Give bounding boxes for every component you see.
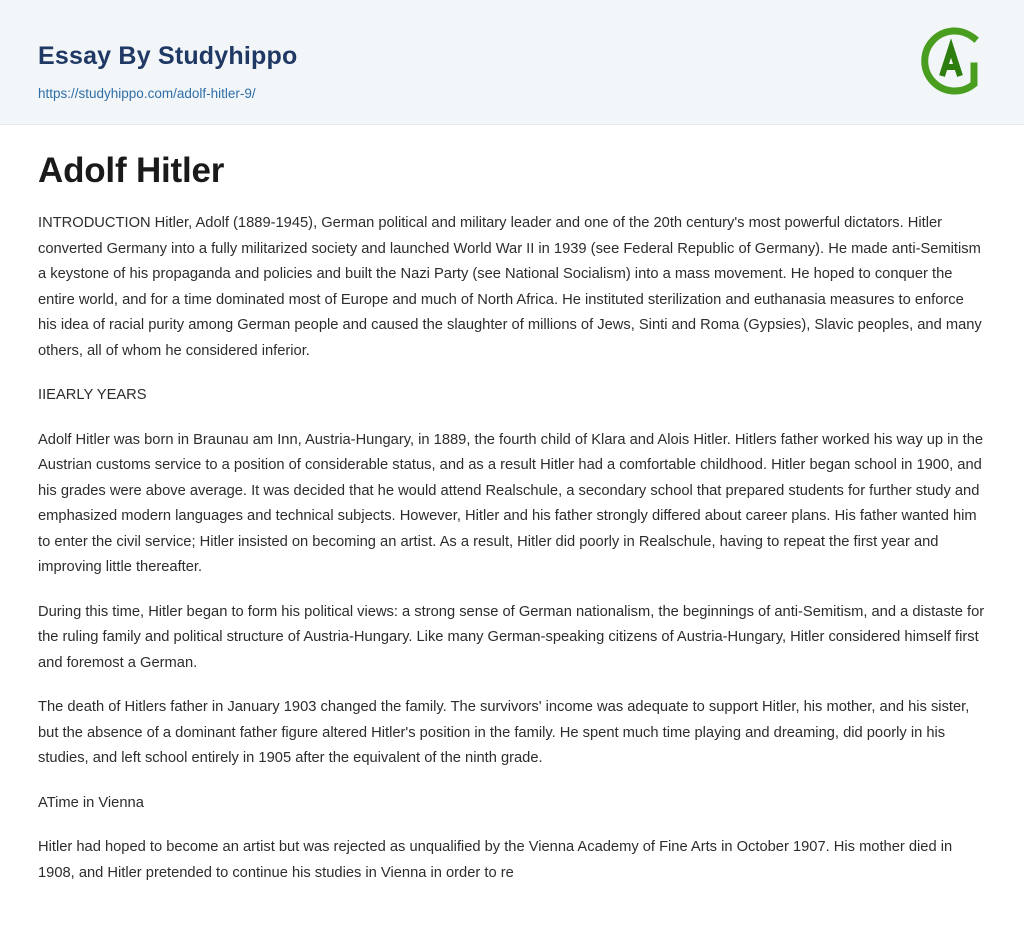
section-heading-early-years: IIEARLY YEARS — [38, 387, 147, 403]
paragraph-intro: INTRODUCTION Hitler, Adolf (1889-1945), German political and military leader and one of the 20th century's most powerful dictators. Hitler converted Germany into a fully militarized society and launched World War II in 1939 (see Federal Republic of Germany). He made anti-Semitism a keystone of his propaganda and policies and built the Nazi Party (see National Socialism) into a mass movement. He hoped to conquer the entire world, and for a time dominated most of Europe and much of North Africa. He instituted sterilization and euthanasia measures to enforce his idea of racial purity among German people and caused the slaughter of millions of Jews, Sinti and Roma (Gypsies), Slavic peoples, and many others, all of whom he considered inferior. — [38, 215, 982, 359]
page-title: Adolf Hitler — [38, 151, 225, 190]
site-url-link[interactable]: https://studyhippo.com/adolf-hitler-9/ — [38, 86, 256, 101]
studyhippo-circle-a-logo-icon — [912, 22, 990, 100]
section-heading-time-in-vienna: ATime in Vienna — [38, 794, 144, 811]
paragraph-vienna: Hitler had hoped to become an artist but was rejected as unqualified by the Vienna Academy of Fine Arts in October 1907. His mother died in 1908, and Hitler pretended to continue his studies in Vienna in order to re — [38, 839, 953, 881]
paragraph-father-death: The death of Hitlers father in January 1903 changed the family. The survivors' income was adequate to support Hitler, his mother, and his sister, but the absence of a dominant father figure altered Hitler's position in the family. He spent much time playing and dreaming, did poorly in his studies, and left school entirely in 1905 after the equivalent of the ninth grade. — [38, 699, 970, 766]
site-header — [0, 0, 1024, 125]
paragraph-political-views: During this time, Hitler began to form his political views: a strong sense of German nationalism, the beginnings of anti-Semitism, and a distaste for the ruling family and political structure of Austria-Hungary. Like many German-speaking citizens of Austria-Hungary, Hitler considered himself first and foremost a German. — [38, 603, 985, 671]
paragraph-birth-and-schooling: Adolf Hitler was born in Braunau am Inn, Austria-Hungary, in 1889, the fourth child of Klara and Alois Hitler. Hitlers father worked his way up in the Austrian customs service to a position of considerable status, and as a result Hitler had a comfortable childhood. Hitler began school in 1900, and his grades were above average. It was decided that he would attend Realschule, a secondary school that prepared students for further study and emphasized modern languages and technical subjects. However, Hitler and his father strongly differed about career plans. His father wanted him to enter the civil service; Hitler insisted on becoming an artist. As a result, Hitler did poorly in Realschule, having to repeat the first year and improving little thereafter. — [38, 431, 984, 575]
site-brand: Essay By Studyhippo — [38, 42, 298, 70]
article-body — [0, 125, 1024, 886]
